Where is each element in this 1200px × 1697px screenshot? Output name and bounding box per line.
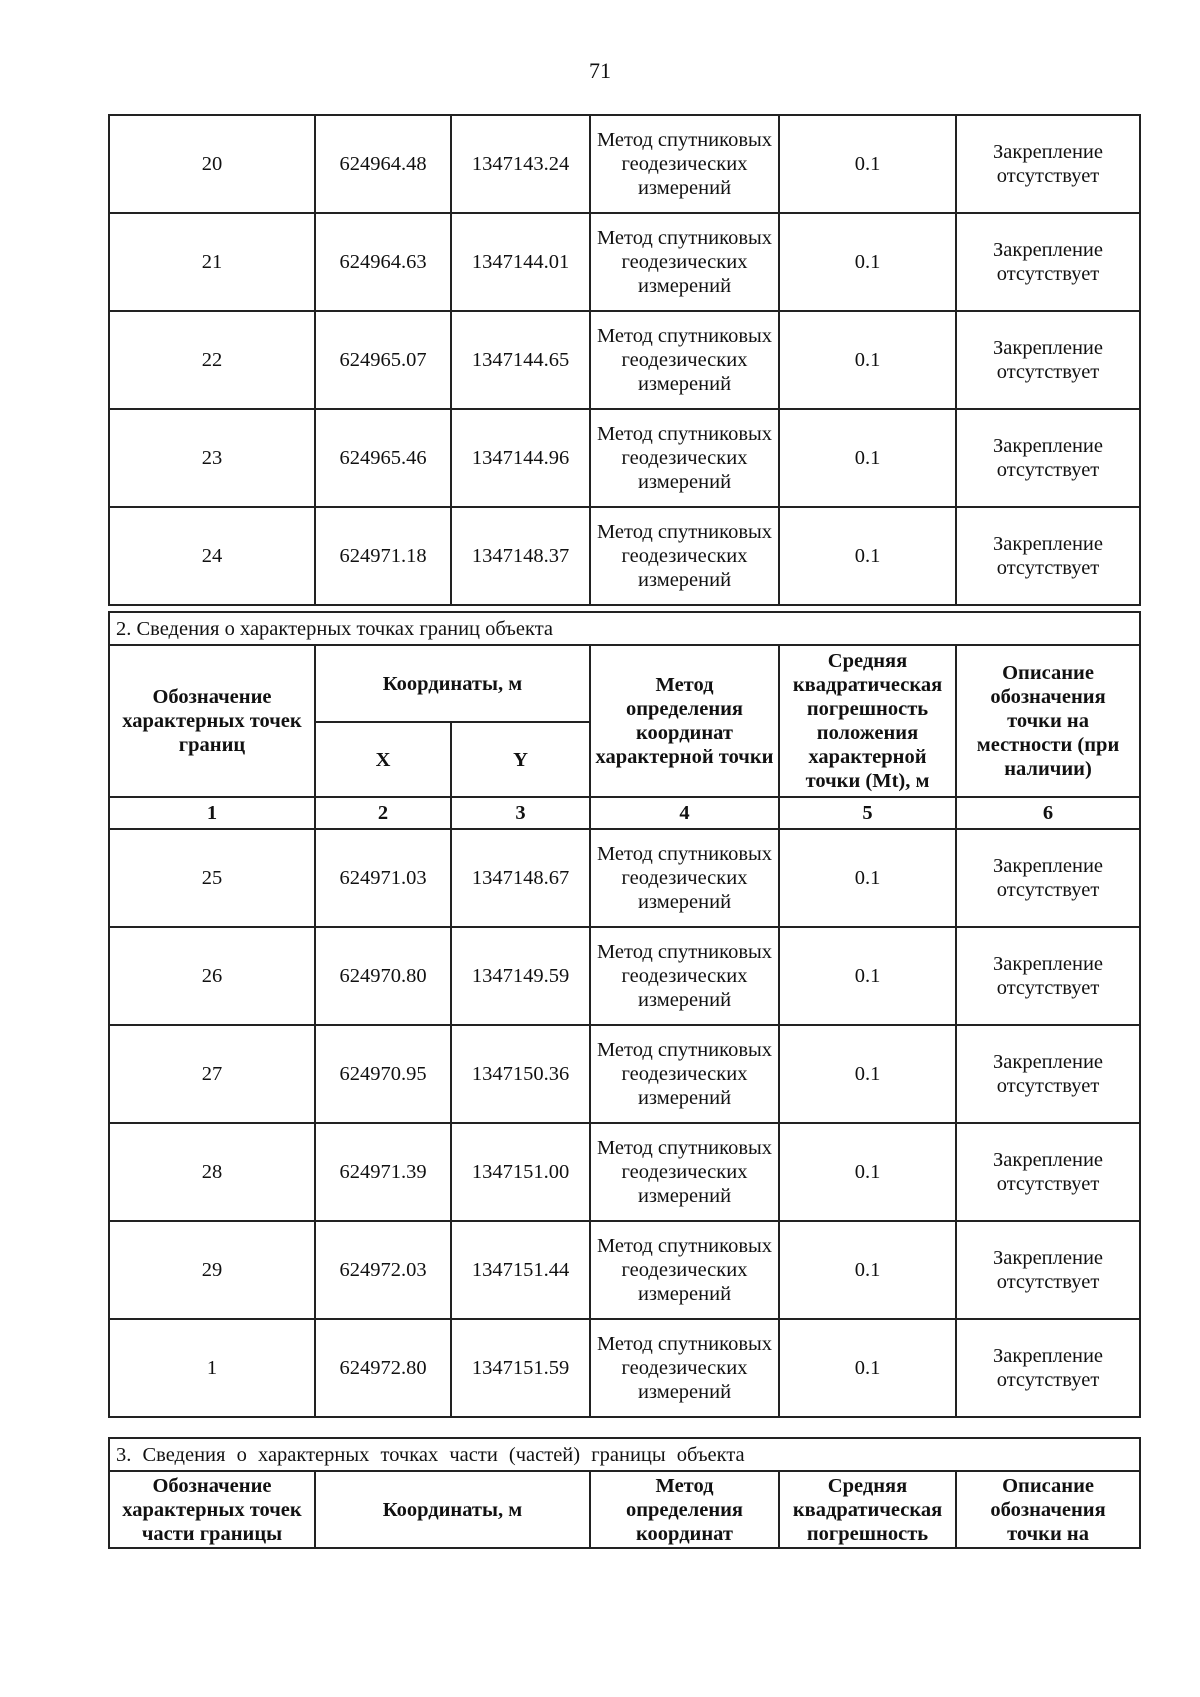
fixing-description-cell: Закрепление отсутствует bbox=[956, 311, 1140, 409]
mean-error-cell: 0.1 bbox=[779, 927, 956, 1025]
point-number-cell: 27 bbox=[109, 1025, 315, 1123]
method-cell: Метод спутниковых геодезических измерений bbox=[590, 1123, 779, 1221]
method-cell: Метод спутниковых геодезических измерений bbox=[590, 311, 779, 409]
method-cell: Метод спутниковых геодезических измерений bbox=[590, 213, 779, 311]
coordinate-x-cell: 624964.48 bbox=[315, 115, 451, 213]
fixing-description-cell: Закрепление отсутствует bbox=[956, 1025, 1140, 1123]
table-row bbox=[109, 115, 1140, 213]
mean-error-cell: 0.1 bbox=[779, 1025, 956, 1123]
coordinate-y-cell: 1347151.00 bbox=[451, 1123, 590, 1221]
mean-error-cell: 0.1 bbox=[779, 409, 956, 507]
coordinate-y-cell: 1347144.65 bbox=[451, 311, 590, 409]
s3-header-coordinates: Координаты, м bbox=[315, 1471, 590, 1548]
column-number-3: 3 bbox=[451, 797, 590, 829]
fixing-description-cell: Закрепление отсутствует bbox=[956, 115, 1140, 213]
method-cell: Метод спутниковых геодезических измерений bbox=[590, 1221, 779, 1319]
coordinate-x-cell: 624971.03 bbox=[315, 829, 451, 927]
coordinate-x-cell: 624970.80 bbox=[315, 927, 451, 1025]
coordinate-x-cell: 624970.95 bbox=[315, 1025, 451, 1123]
column-number-2: 2 bbox=[315, 797, 451, 829]
section3-title: 3. Сведения о характерных точках части (частей) границы объекта bbox=[109, 1438, 1140, 1471]
s3-header-description: Описание обозначения точки на bbox=[956, 1471, 1140, 1548]
header-x: X bbox=[315, 722, 451, 797]
coordinate-x-cell: 624971.39 bbox=[315, 1123, 451, 1221]
coordinate-y-cell: 1347144.01 bbox=[451, 213, 590, 311]
page-number: 71 bbox=[589, 58, 611, 83]
coordinate-y-cell: 1347151.44 bbox=[451, 1221, 590, 1319]
method-cell: Метод спутниковых геодезических измерений bbox=[590, 1025, 779, 1123]
fixing-description-cell: Закрепление отсутствует bbox=[956, 213, 1140, 311]
table-row bbox=[109, 1123, 1140, 1221]
header-y: Y bbox=[451, 722, 590, 797]
column-number-1: 1 bbox=[109, 797, 315, 829]
coordinate-y-cell: 1347150.36 bbox=[451, 1025, 590, 1123]
header-point-designation: Обозначение характерных точек границ bbox=[109, 645, 315, 797]
method-cell: Метод спутниковых геодезических измерений bbox=[590, 507, 779, 605]
section2-table bbox=[108, 611, 1141, 1418]
column-number-6: 6 bbox=[956, 797, 1140, 829]
point-number-cell: 20 bbox=[109, 115, 315, 213]
table-row bbox=[109, 927, 1140, 1025]
coordinate-y-cell: 1347149.59 bbox=[451, 927, 590, 1025]
table-row bbox=[109, 409, 1140, 507]
point-number-cell: 1 bbox=[109, 1319, 315, 1417]
method-cell: Метод спутниковых геодезических измерений bbox=[590, 409, 779, 507]
s3-header-method: Метод определения координат bbox=[590, 1471, 779, 1548]
method-cell: Метод спутниковых геодезических измерений bbox=[590, 1319, 779, 1417]
coordinate-x-cell: 624965.46 bbox=[315, 409, 451, 507]
header-coordinates: Координаты, м bbox=[315, 645, 590, 722]
coordinate-y-cell: 1347148.37 bbox=[451, 507, 590, 605]
point-number-cell: 26 bbox=[109, 927, 315, 1025]
method-cell: Метод спутниковых геодезических измерений bbox=[590, 829, 779, 927]
table-row bbox=[109, 1025, 1140, 1123]
s3-header-point-designation: Обозначение характерных точек части границы bbox=[109, 1471, 315, 1548]
point-number-cell: 22 bbox=[109, 311, 315, 409]
fixing-description-cell: Закрепление отсутствует bbox=[956, 927, 1140, 1025]
coordinate-y-cell: 1347143.24 bbox=[451, 115, 590, 213]
point-number-cell: 24 bbox=[109, 507, 315, 605]
fixing-description-cell: Закрепление отсутствует bbox=[956, 1221, 1140, 1319]
column-number-4: 4 bbox=[590, 797, 779, 829]
point-number-cell: 29 bbox=[109, 1221, 315, 1319]
coordinate-y-cell: 1347148.67 bbox=[451, 829, 590, 927]
point-number-cell: 21 bbox=[109, 213, 315, 311]
method-cell: Метод спутниковых геодезических измерений bbox=[590, 927, 779, 1025]
table-row bbox=[109, 311, 1140, 409]
table-row bbox=[109, 213, 1140, 311]
coordinate-y-cell: 1347144.96 bbox=[451, 409, 590, 507]
coordinate-y-cell: 1347151.59 bbox=[451, 1319, 590, 1417]
mean-error-cell: 0.1 bbox=[779, 1221, 956, 1319]
point-number-cell: 23 bbox=[109, 409, 315, 507]
column-number-5: 5 bbox=[779, 797, 956, 829]
coordinate-x-cell: 624965.07 bbox=[315, 311, 451, 409]
table-row bbox=[109, 507, 1140, 605]
coordinate-x-cell: 624964.63 bbox=[315, 213, 451, 311]
mean-error-cell: 0.1 bbox=[779, 213, 956, 311]
boundary-points-table-continued bbox=[108, 114, 1141, 606]
section3-table bbox=[108, 1437, 1141, 1549]
mean-error-cell: 0.1 bbox=[779, 115, 956, 213]
fixing-description-cell: Закрепление отсутствует bbox=[956, 1319, 1140, 1417]
mean-error-cell: 0.1 bbox=[779, 311, 956, 409]
mean-error-cell: 0.1 bbox=[779, 829, 956, 927]
table-row bbox=[109, 1319, 1140, 1417]
fixing-description-cell: Закрепление отсутствует bbox=[956, 1123, 1140, 1221]
s3-header-mean-error: Средняя квадратическая погрешность bbox=[779, 1471, 956, 1548]
fixing-description-cell: Закрепление отсутствует bbox=[956, 409, 1140, 507]
table-row bbox=[109, 829, 1140, 927]
fixing-description-cell: Закрепление отсутствует bbox=[956, 507, 1140, 605]
mean-error-cell: 0.1 bbox=[779, 507, 956, 605]
coordinate-x-cell: 624971.18 bbox=[315, 507, 451, 605]
header-description: Описание обозначения точки на местности (при наличии) bbox=[956, 645, 1140, 797]
point-number-cell: 28 bbox=[109, 1123, 315, 1221]
header-mean-error: Средняя квадратическая погрешность положения характерной точки (Mt), м bbox=[779, 645, 956, 797]
section2-title: 2. Сведения о характерных точках границ объекта bbox=[109, 612, 1140, 645]
table-row bbox=[109, 1221, 1140, 1319]
mean-error-cell: 0.1 bbox=[779, 1319, 956, 1417]
mean-error-cell: 0.1 bbox=[779, 1123, 956, 1221]
point-number-cell: 25 bbox=[109, 829, 315, 927]
table-body-continued bbox=[109, 115, 1140, 605]
coordinate-x-cell: 624972.03 bbox=[315, 1221, 451, 1319]
fixing-description-cell: Закрепление отсутствует bbox=[956, 829, 1140, 927]
method-cell: Метод спутниковых геодезических измерений bbox=[590, 115, 779, 213]
header-method: Метод определения координат характерной точки bbox=[590, 645, 779, 797]
coordinate-x-cell: 624972.80 bbox=[315, 1319, 451, 1417]
